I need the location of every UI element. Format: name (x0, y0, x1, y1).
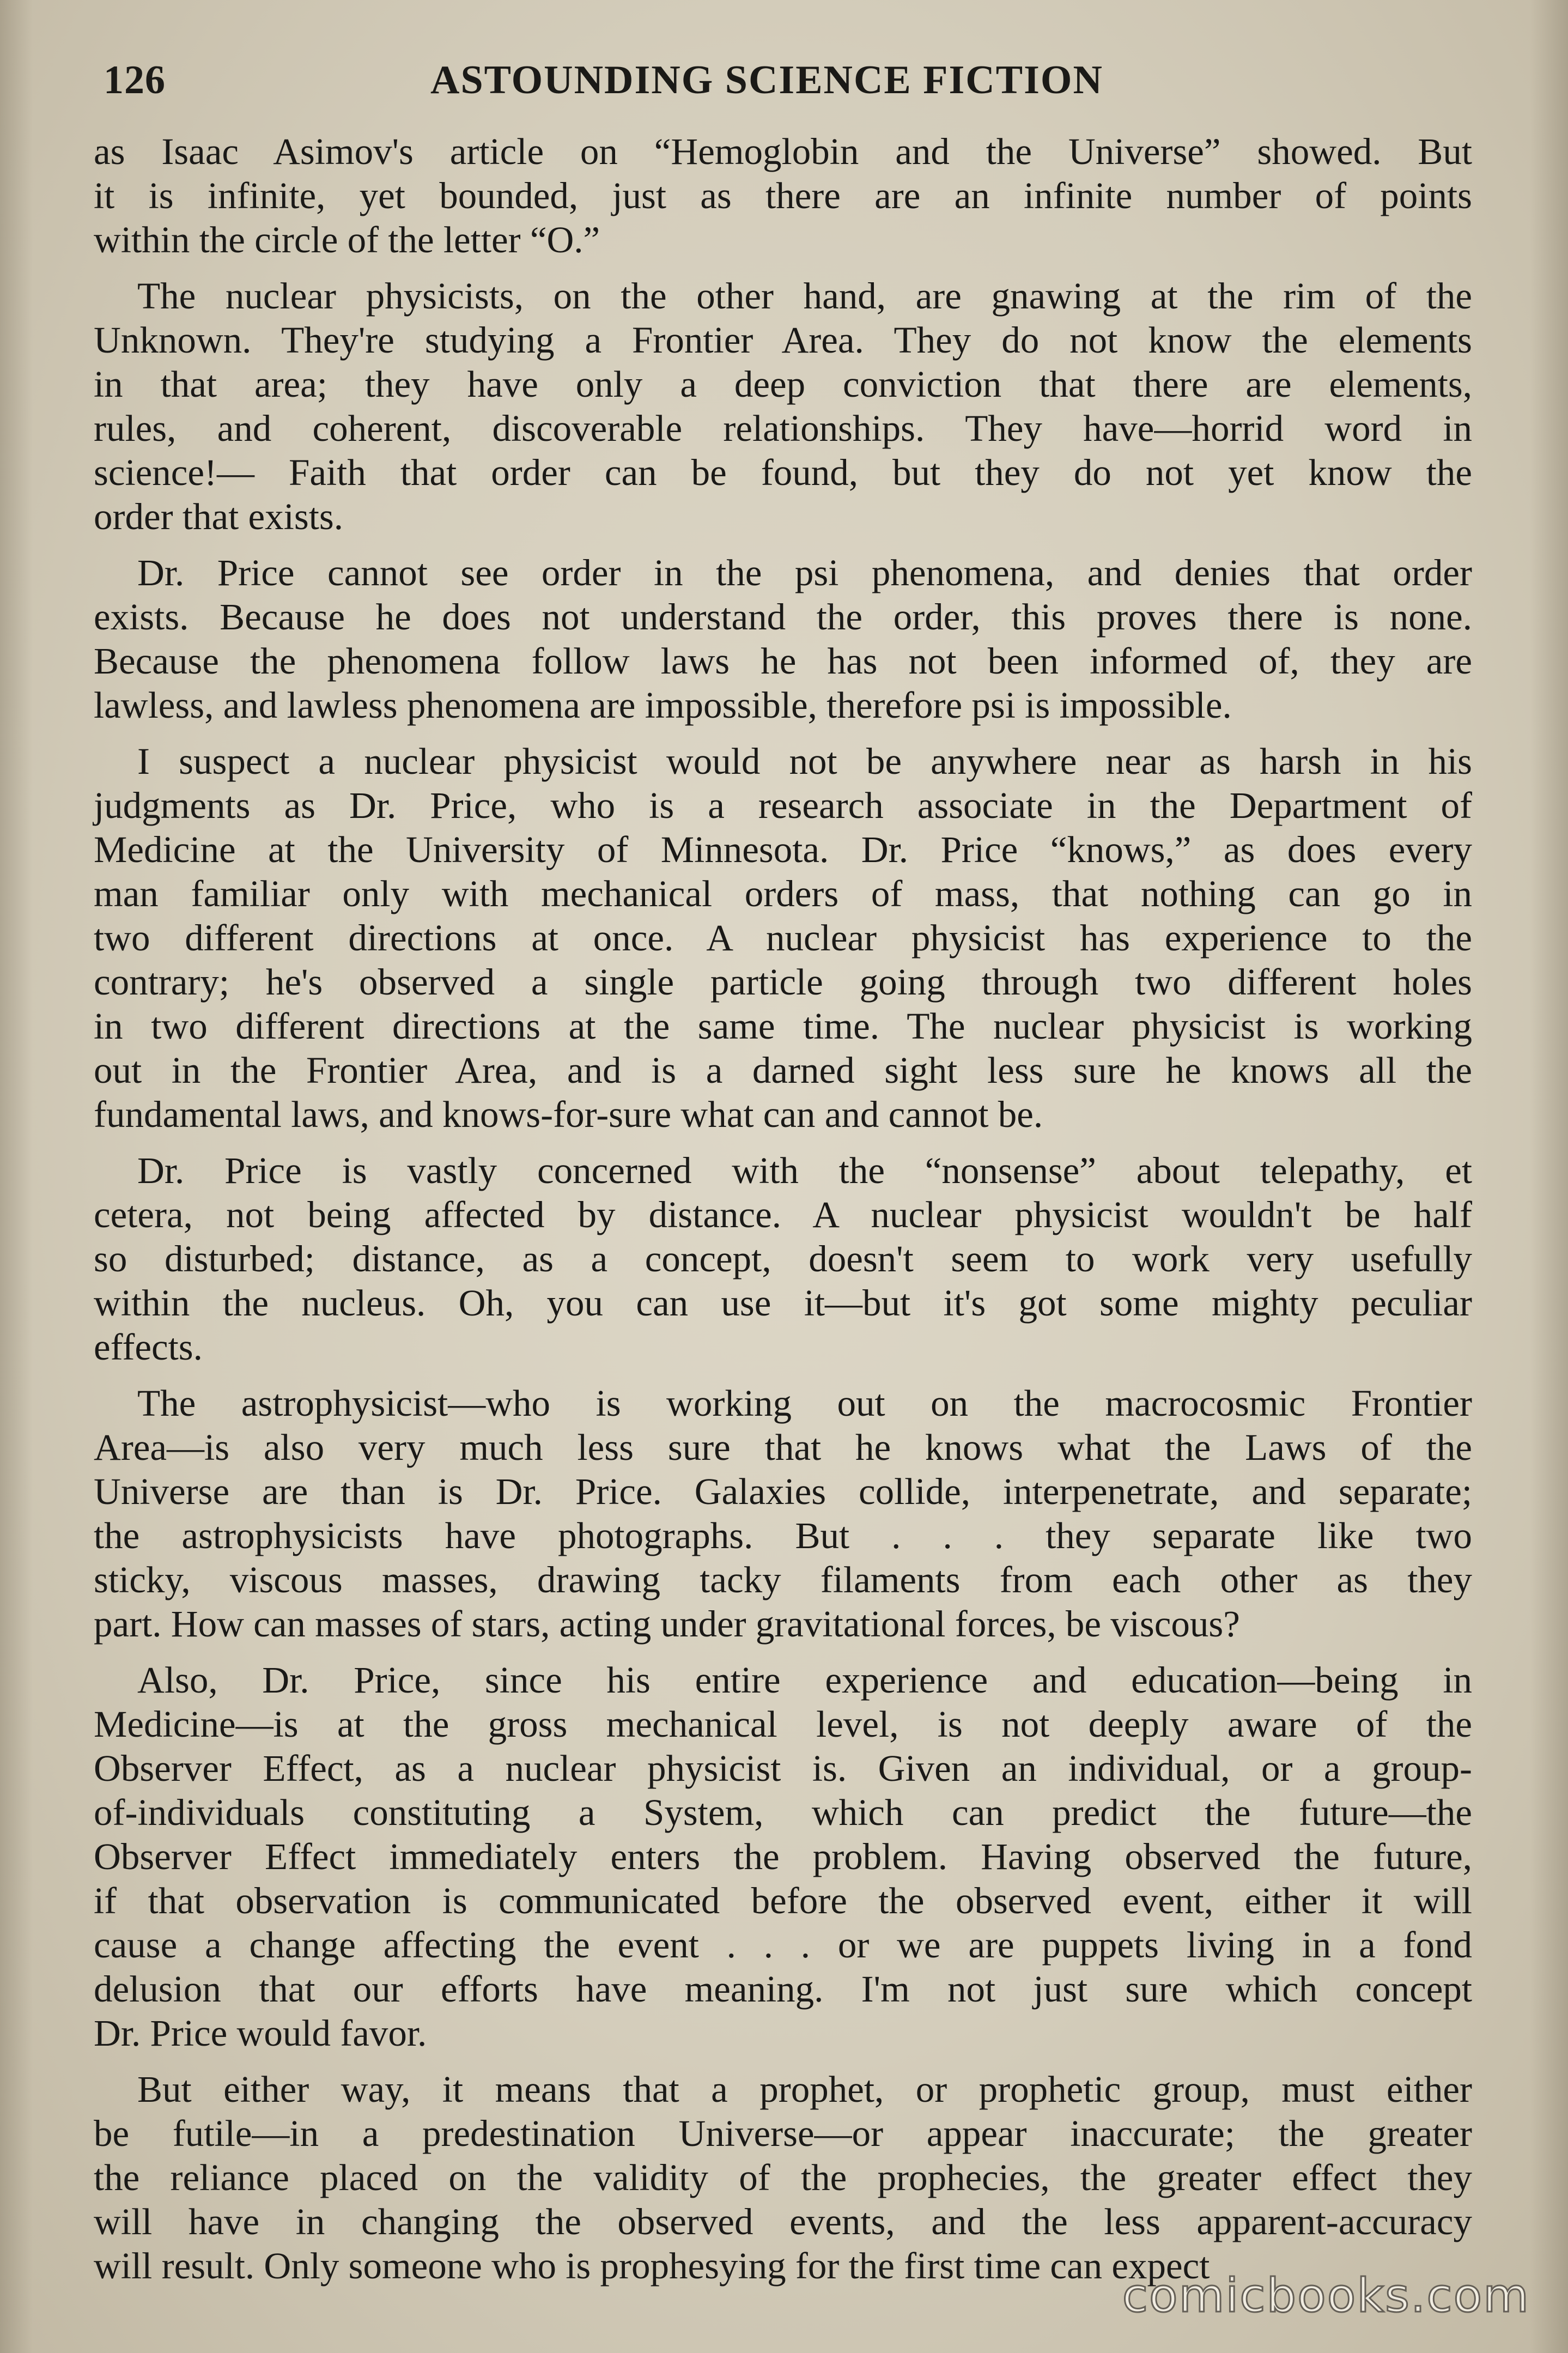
text-line: Dr. Price is vastly concerned with the “nonsense” about telepathy, et (137, 1150, 1472, 1191)
text-line: within the circle of the letter “O.” (94, 219, 600, 260)
text-line: fundamental laws, and knows-for-sure what can and cannot be. (94, 1094, 1043, 1135)
text-line: sticky, viscous masses, drawing tacky filaments from each other as they (94, 1559, 1472, 1600)
text-line: contrary; he's observed a single particle going through two different holes (94, 961, 1472, 1003)
page-number: 126 (104, 58, 166, 102)
text-line: delusion that our efforts have meaning. I'm not just sure which concept (94, 1968, 1472, 2010)
text-line: be futile—in a predestination Universe—or appear inaccurate; the greater (94, 2113, 1472, 2154)
text-line: it is infinite, yet bounded, just as there are an infinite number of points (94, 175, 1472, 216)
text-line: Observer Effect immediately enters the problem. Having observed the future, (94, 1836, 1472, 1877)
text-line: cause a change affecting the event . . . or we are puppets living in a fond (94, 1924, 1472, 1966)
paragraph (94, 1381, 1472, 1646)
page-header (104, 57, 1466, 117)
text-line: Universe are than is Dr. Price. Galaxies collide, interpenetrate, and separate; (94, 1471, 1472, 1512)
text-line: of-individuals constituting a System, which can predict the future—the (94, 1792, 1472, 1833)
text-line: judgments as Dr. Price, who is a research associate in the Department of (94, 785, 1472, 826)
text-line: the astrophysicists have photographs. But . . . they separate like two (94, 1515, 1472, 1556)
text-line: as Isaac Asimov's article on “Hemoglobin and the Universe” showed. But (94, 131, 1472, 172)
text-line: But either way, it means that a prophet, or prophetic group, must either (137, 2069, 1472, 2110)
text-line: Medicine at the University of Minnesota. Dr. Price “knows,” as does every (94, 829, 1472, 870)
paragraph (94, 130, 1472, 262)
paragraph (94, 274, 1472, 539)
text-line: effects. (94, 1326, 203, 1368)
page-edge-shadow-left (0, 0, 33, 2353)
paragraph (94, 739, 1472, 1137)
text-line: the reliance placed on the validity of the prophecies, the greater effect they (94, 2157, 1472, 2198)
text-line: out in the Frontier Area, and is a darned sight less sure he knows all the (94, 1050, 1472, 1091)
paragraph (94, 551, 1472, 727)
text-line: Medicine—is at the gross mechanical level, is not deeply aware of the (94, 1703, 1472, 1745)
text-line: will have in changing the observed events, and the less apparent-accuracy (94, 2201, 1472, 2242)
text-line: will result. Only someone who is prophesying for the first time can expect (94, 2245, 1210, 2287)
text-line: Also, Dr. Price, since his entire experience and education—being in (137, 1659, 1472, 1701)
watermark: comicbooks.com (1122, 2269, 1530, 2323)
text-line: The astrophysicist—who is working out on the macrocosmic Frontier (137, 1382, 1472, 1424)
text-line: in that area; they have only a deep conviction that there are elements, (94, 363, 1472, 405)
text-line: Area—is also very much less sure that he knows what the Laws of the (94, 1427, 1472, 1468)
text-line: The nuclear physicists, on the other hand, are gnawing at the rim of the (137, 275, 1472, 317)
paragraph (94, 2067, 1472, 2288)
text-line: rules, and coherent, discoverable relationships. They have—horrid word in (94, 408, 1472, 449)
text-line: exists. Because he does not understand the order, this proves there is none. (94, 596, 1472, 638)
text-line: so disturbed; distance, as a concept, doesn't seem to work very usefully (94, 1238, 1472, 1279)
text-line: two different directions at once. A nuclear physicist has experience to the (94, 917, 1472, 959)
text-line: lawless, and lawless phenomena are impossible, therefore psi is impossible. (94, 684, 1232, 726)
text-line: if that observation is communicated before the observed event, either it will (94, 1880, 1472, 1921)
text-line: Because the phenomena follow laws he has not been informed of, they are (94, 640, 1472, 682)
text-line: order that exists. (94, 496, 343, 537)
text-line: science!— Faith that order can be found, but they do not yet know the (94, 452, 1472, 493)
text-line: Dr. Price would favor. (94, 2012, 427, 2054)
text-line: Dr. Price cannot see order in the psi phenomena, and denies that order (137, 552, 1472, 593)
text-line: cetera, not being affected by distance. A nuclear physicist wouldn't be half (94, 1194, 1472, 1235)
text-line: I suspect a nuclear physicist would not be anywhere near as harsh in his (137, 741, 1472, 782)
text-line: part. How can masses of stars, acting under gravitational forces, be viscous? (94, 1603, 1240, 1645)
paragraph (94, 1149, 1472, 1369)
article-body (94, 130, 1472, 2300)
paragraph (94, 1658, 1472, 2055)
text-line: Unknown. They're studying a Frontier Area. They do not know the elements (94, 319, 1472, 361)
text-line: within the nucleus. Oh, you can use it—but it's got some mighty peculiar (94, 1282, 1472, 1324)
running-head: ASTOUNDING SCIENCE FICTION (430, 58, 1103, 102)
text-line: in two different directions at the same time. The nuclear physicist is working (94, 1005, 1472, 1047)
page-edge-shadow-right (1530, 0, 1568, 2353)
text-line: Observer Effect, as a nuclear physicist is. Given an individual, or a group- (94, 1748, 1472, 1789)
text-line: man familiar only with mechanical orders of mass, that nothing can go in (94, 873, 1472, 914)
